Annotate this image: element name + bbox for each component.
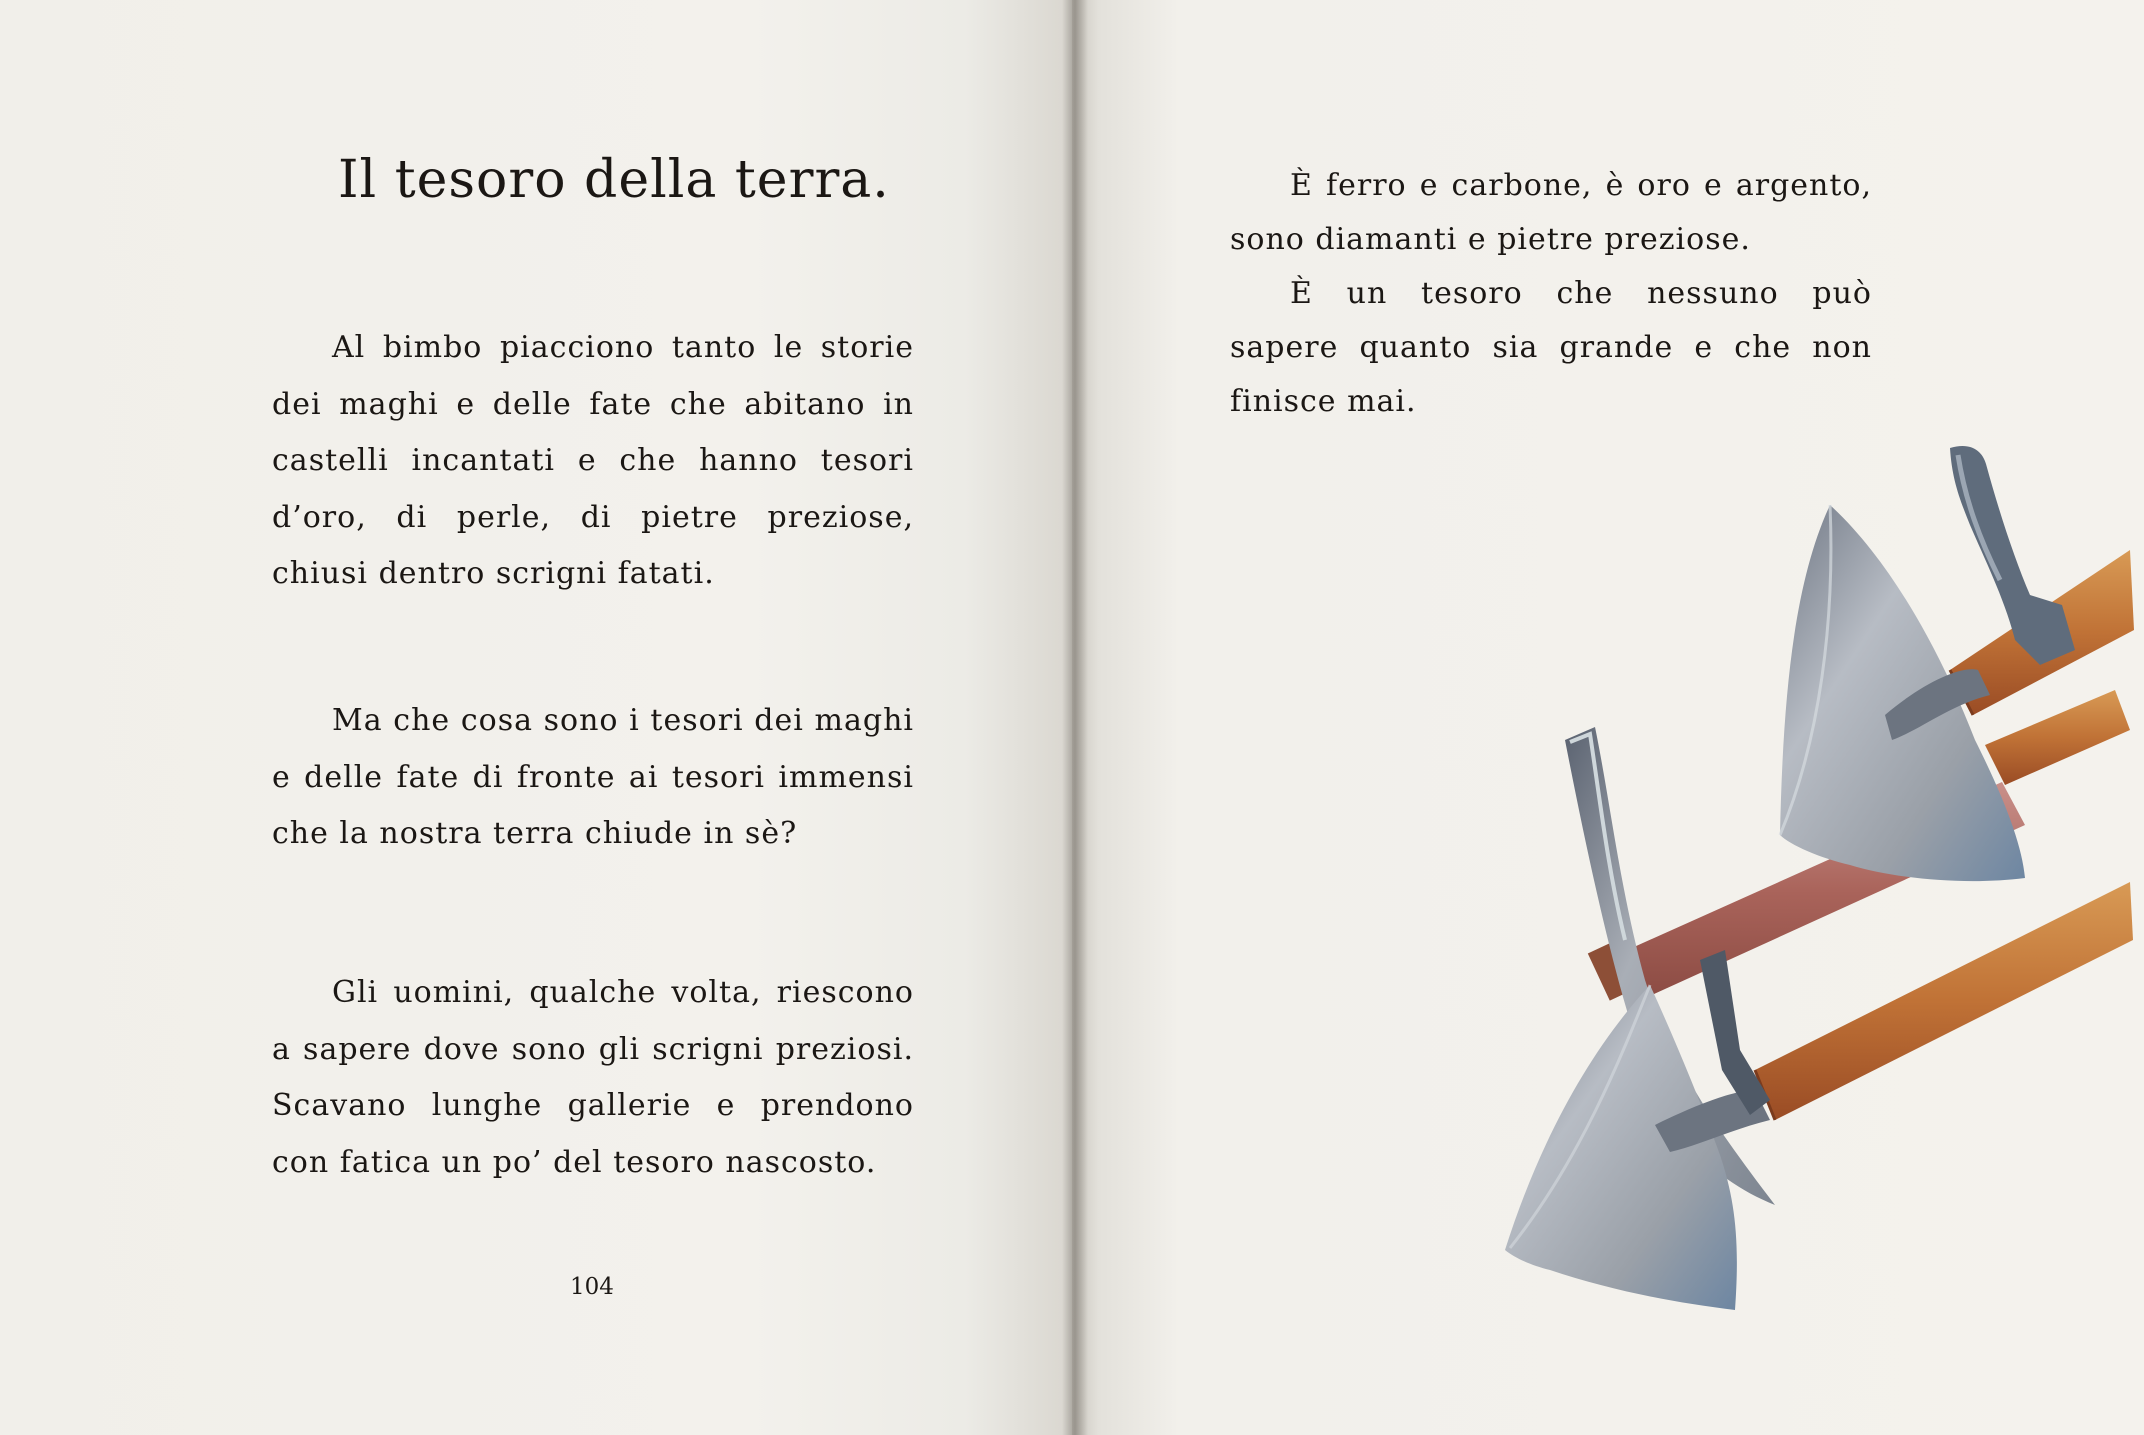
paragraph-3: Gli uomini, qualche volta, riescono a sapere dove sono gli scrigni preziosi. Scavano lunghe gallerie e prendono con fatica un po’ del tesoro nascosto. xyxy=(272,975,914,1180)
handle-clamp xyxy=(1700,950,1770,1115)
page-number: 104 xyxy=(570,1274,614,1300)
chapter-title: Il tesoro della terra. xyxy=(338,150,890,210)
right-paragraph-2: È un tesoro che nessuno può sapere quanto sia grande e che non finisce mai. xyxy=(1230,276,1872,419)
right-paragraph-1: È ferro e carbone, è oro e argento, sono diamanti e pietre preziose. xyxy=(1230,168,1872,257)
paragraph-1: Al bimbo piacciono tanto le storie dei maghi e delle fate che abitano in castelli incantati e che hanno tesori d’oro, di perle, di pietre preziose, chiusi dentro scrigni fatati. xyxy=(272,330,914,591)
tools-illustration xyxy=(1430,440,2144,1320)
book-gutter xyxy=(1062,0,1088,1435)
paragraph-2: Ma che cosa sono i tesori dei maghi e delle fate di fronte ai tesori immensi che la nostra terra chiude in sè? xyxy=(272,703,914,851)
